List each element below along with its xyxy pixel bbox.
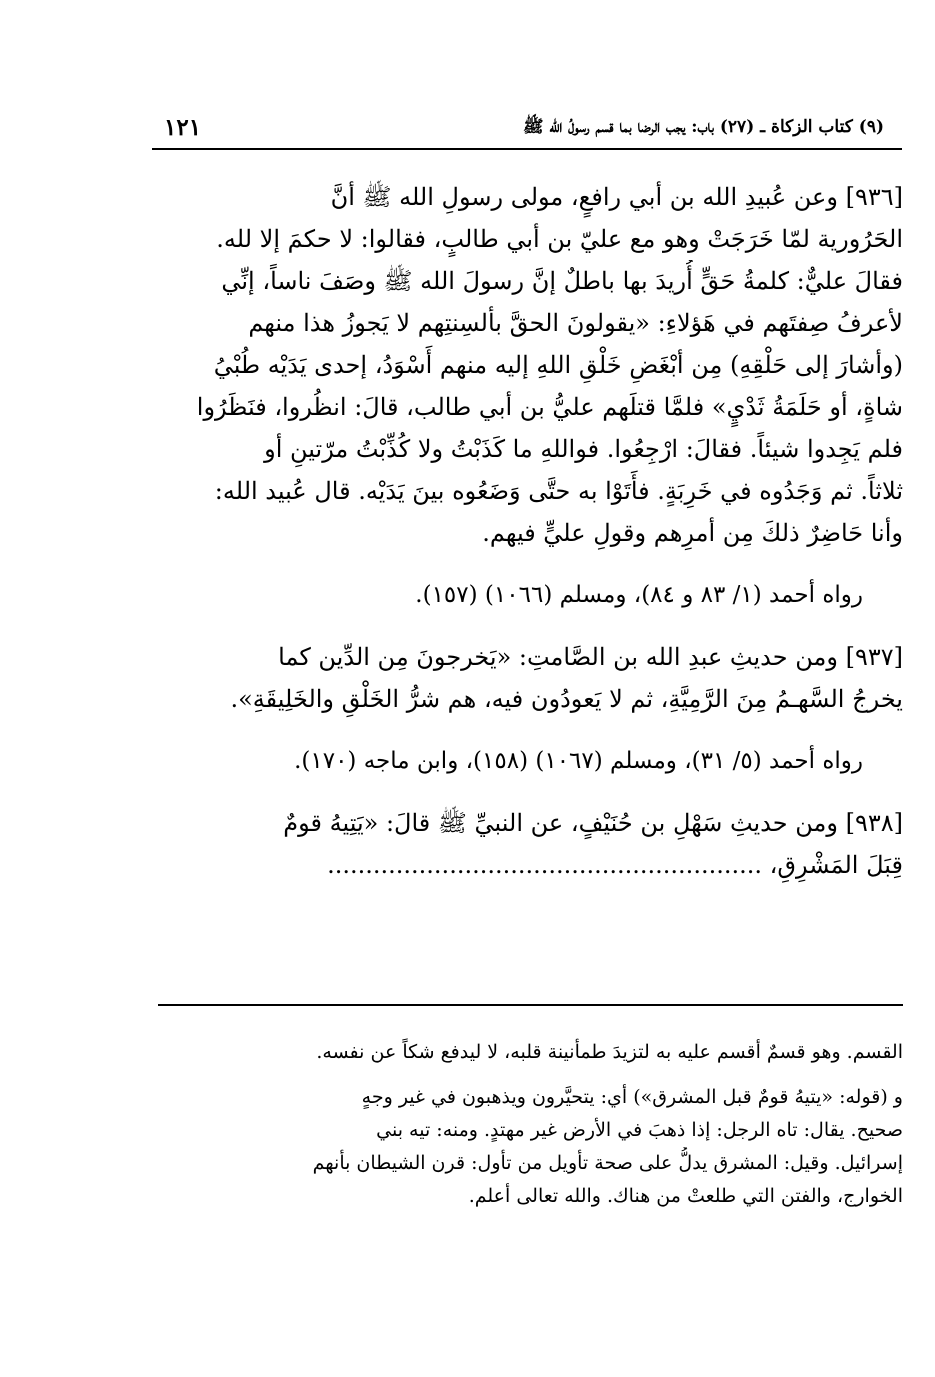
text-line: ثلاثاً. ثم وَجَدُوه في خَرِبَةٍ. فأَتَوْا به حتَّى وَضَعُوه بينَ يَدَيْه. قال عُبيد الله: (214, 477, 903, 505)
note-line: إسرائيل. وقيل: المشرق يدلُّ على صحة تأويل من تأول: قرن الشيطان بأنهم (312, 1152, 903, 1174)
text-line: وأنا حَاضِرٌ ذلكَ مِن أمرِهم وقولِ عليٍّ فيهم. (482, 519, 903, 547)
text-line: شاةٍ، أو حَلَمَةُ ثَدْيٍ» فلمَّا قتلَهم عليُّ بن أبي طالب، قالَ: انظُروا، فنَظَرُوا (196, 393, 903, 421)
page-number: ١٢١ (164, 114, 202, 141)
footnote-separator (158, 1004, 903, 1006)
hadith-936 (158, 176, 903, 554)
note-line: الخوارج، والفتن التي طلعتْ من هناك. والله تعالى أعلم. (468, 1185, 903, 1207)
text-line: [٩٣٧] ومن حديثِ عبدِ الله بن الصَّامتِ: «يَخرجونَ مِن الدِّين كما (278, 643, 903, 671)
text-line: (وأشارَ إلى حَلْقِهِ) مِن أبْغَضِ خَلْقِ اللهِ إليه منهم أَسْوَدُ، إحدى يَدَيْه طُبْيُ (213, 351, 903, 379)
note-line: و (قوله: «يتيهُ قومٌ قبل المشرق») أي: يتحيَّرون ويذهبون في غير وجهٍ (361, 1086, 903, 1108)
hadith-936-source: رواه أحمد (١/ ٨٣ و ٨٤)، ومسلم (١٠٦٦) (١٥٧). (415, 582, 863, 608)
text-line: [٩٣٨] ومن حديثِ سَهْلِ بن حُنَيْفٍ، عن النبيِّ ﷺ قالَ: «يَتِيهُ قومٌ (283, 809, 903, 837)
note-line: صحيح. يقال: تاه الرجل: إذا ذهبَ في الأرض غير مهتدٍ. ومنه: تيه بني (376, 1119, 903, 1141)
commentary-notes (158, 1036, 903, 1213)
text-line: [٩٣٦] وعن عُبيدِ الله بن أبي رافعٍ، مولى رسولِ الله ﷺ أنَّ (330, 183, 903, 211)
hadith-937-source: رواه أحمد (٥/ ٣١)، ومسلم (١٠٦٧) (١٥٨)، وابن ماجه (١٧٠). (294, 748, 863, 774)
text-line: يخرجُ السَّهـمُ مِنَ الرَّمِيَّةِ، ثم لا يَعودُون فيه، هم شرُّ الخَلْقِ والخَلِيقَةِ». (230, 685, 903, 713)
text-line: فقالَ عليٌّ: كلمةُ حَقٍّ أُريدَ بها باطلٌ إنَّ رسولَ الله ﷺ وصَفَ ناساً، إنِّي (221, 267, 903, 295)
text-line: الحَرُورية لمّا خَرَجَتْ وهو مع عليّ بن أبي طالبٍ، فقالوا: لا حكمَ إلا لله. (216, 225, 903, 253)
text-line: لأعرفُ صِفتَهم في هَؤلاءِ: «يقولونَ الحقَّ بألسِنتِهم لا يَجوزُ هذا منهم (248, 309, 903, 337)
text-line: فلم يَجِدوا شيئاً. فقالَ: ارْجِعُوا. فواللهِ ما كَذَبْتُ ولا كُذِّبْتُ مرّتينِ أو (264, 435, 903, 463)
text-line: قِبَلَ المَشْرِقِ، ......................................................... (327, 851, 903, 879)
main-text (158, 176, 903, 886)
running-head: (٩) كتاب الزكاة ـ (٢٧) باب: يجب الرضا بما قسم رسولُ الله ﷺ (523, 117, 884, 137)
note-line: القسم. وهو قسمٌ أقسم عليه به لتزيدَ طمأنينة قلبه، لا ليدفع شكاً عن نفسه. (316, 1041, 903, 1063)
hadith-937 (158, 636, 903, 720)
hadith-938 (158, 802, 903, 886)
page-header (152, 112, 902, 150)
